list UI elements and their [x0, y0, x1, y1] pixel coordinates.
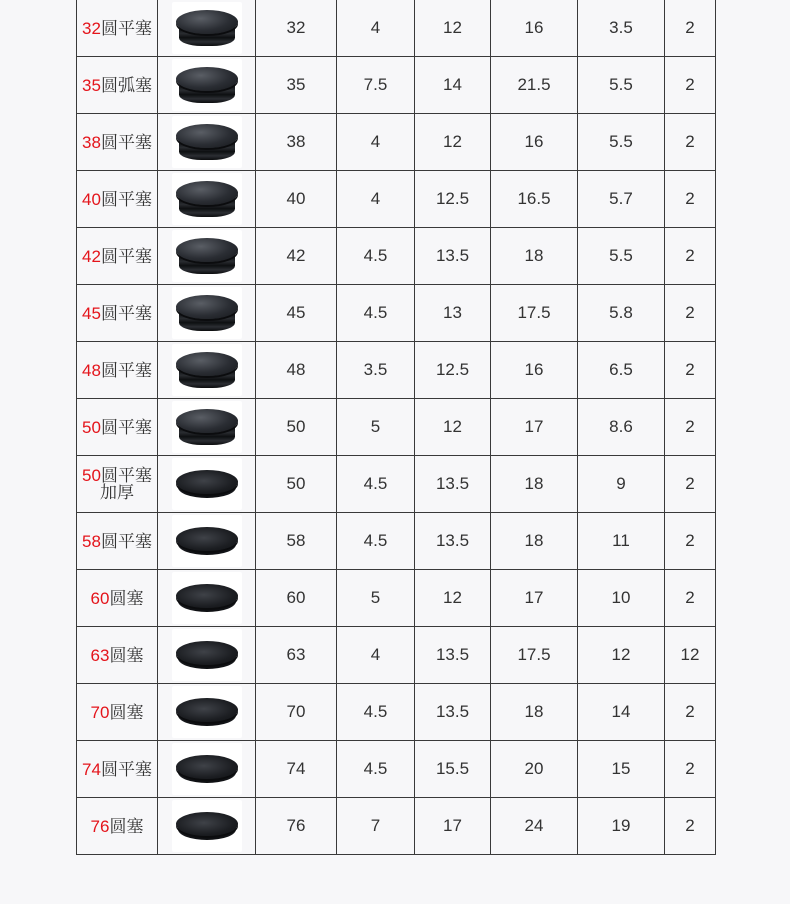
spec-value-col-2: 5	[337, 399, 415, 456]
spec-value-col-4: 16	[491, 0, 578, 57]
round-plastic-plug-icon	[172, 572, 242, 624]
product-image-cell	[158, 171, 256, 228]
model-size: 58	[82, 531, 101, 551]
spec-value-col-3: 12.5	[415, 171, 491, 228]
model-size: 48	[82, 360, 101, 380]
table-row	[77, 0, 716, 57]
model-type: 圆平塞	[100, 531, 152, 551]
product-image-cell	[158, 399, 256, 456]
round-plastic-plug-icon	[172, 230, 242, 282]
spec-value-col-2: 4	[337, 114, 415, 171]
spec-value-col-4: 18	[491, 684, 578, 741]
model-type: 圆平塞	[100, 466, 152, 485]
model-name-cell	[77, 627, 158, 684]
spec-value-col-4: 21.5	[491, 57, 578, 114]
table-row	[77, 684, 716, 741]
table-row	[77, 798, 716, 855]
spec-value-col-6: 2	[665, 342, 716, 399]
spec-value-col-5: 11	[578, 513, 665, 570]
spec-value-col-4: 17.5	[491, 285, 578, 342]
round-plastic-plug-icon	[172, 686, 242, 738]
spec-value-col-1: 60	[256, 570, 337, 627]
spec-value-col-2: 7.5	[337, 57, 415, 114]
spec-value-col-3: 12	[415, 114, 491, 171]
spec-value-col-6: 2	[665, 171, 716, 228]
model-variant: 加厚	[100, 483, 134, 502]
model-type: 圆平塞	[100, 759, 152, 779]
spec-table-body	[77, 0, 716, 855]
spec-value-col-3: 13.5	[415, 228, 491, 285]
round-plastic-plug-icon	[172, 629, 242, 681]
spec-value-col-5: 12	[578, 627, 665, 684]
spec-value-col-6: 2	[665, 285, 716, 342]
spec-value-col-1: 40	[256, 171, 337, 228]
spec-value-col-4: 18	[491, 513, 578, 570]
spec-value-col-2: 7	[337, 798, 415, 855]
spec-value-col-1: 58	[256, 513, 337, 570]
spec-value-col-1: 70	[256, 684, 337, 741]
model-size: 42	[82, 246, 101, 266]
table-row	[77, 171, 716, 228]
model-type: 圆平塞	[100, 189, 152, 209]
spec-value-col-2: 4	[337, 0, 415, 57]
table-row	[77, 228, 716, 285]
spec-value-col-6: 2	[665, 570, 716, 627]
product-image-cell	[158, 228, 256, 285]
table-row	[77, 741, 716, 798]
model-name-cell	[77, 798, 158, 855]
round-plastic-plug-icon	[172, 59, 242, 111]
model-name-cell	[77, 456, 158, 513]
model-name-cell	[77, 114, 158, 171]
model-type: 圆平塞	[100, 18, 152, 38]
product-image-cell	[158, 570, 256, 627]
product-image-cell	[158, 114, 256, 171]
product-image-cell	[158, 513, 256, 570]
table-row	[77, 513, 716, 570]
spec-value-col-1: 35	[256, 57, 337, 114]
spec-value-col-4: 18	[491, 228, 578, 285]
model-size: 70	[90, 702, 110, 722]
spec-value-col-5: 5.5	[578, 228, 665, 285]
spec-table	[76, 0, 716, 855]
spec-value-col-6: 12	[665, 627, 716, 684]
spec-value-col-4: 20	[491, 741, 578, 798]
spec-value-col-4: 17.5	[491, 627, 578, 684]
round-plastic-plug-icon	[172, 515, 242, 567]
spec-value-col-3: 14	[415, 57, 491, 114]
product-image-cell	[158, 684, 256, 741]
spec-value-col-6: 2	[665, 513, 716, 570]
spec-value-col-5: 9	[578, 456, 665, 513]
spec-value-col-2: 4.5	[337, 741, 415, 798]
spec-value-col-6: 2	[665, 456, 716, 513]
spec-value-col-2: 4.5	[337, 456, 415, 513]
spec-value-col-4: 16	[491, 114, 578, 171]
table-row	[77, 342, 716, 399]
spec-value-col-1: 76	[256, 798, 337, 855]
product-image-cell	[158, 798, 256, 855]
spec-value-col-1: 63	[256, 627, 337, 684]
spec-value-col-5: 6.5	[578, 342, 665, 399]
model-name-cell	[77, 741, 158, 798]
spec-value-col-5: 5.7	[578, 171, 665, 228]
spec-value-col-4: 16.5	[491, 171, 578, 228]
model-size: 45	[82, 303, 101, 323]
product-image-cell	[158, 285, 256, 342]
round-plastic-plug-icon	[172, 743, 242, 795]
spec-value-col-3: 12	[415, 570, 491, 627]
spec-value-col-6: 2	[665, 684, 716, 741]
spec-value-col-4: 16	[491, 342, 578, 399]
spec-value-col-2: 4	[337, 627, 415, 684]
model-type: 圆平塞	[100, 246, 152, 266]
spec-value-col-3: 13.5	[415, 513, 491, 570]
spec-value-col-1: 42	[256, 228, 337, 285]
table-row	[77, 570, 716, 627]
spec-value-col-3: 13.5	[415, 456, 491, 513]
product-image-cell	[158, 342, 256, 399]
model-name-cell	[77, 0, 158, 57]
spec-value-col-5: 10	[578, 570, 665, 627]
spec-value-col-3: 13	[415, 285, 491, 342]
model-type: 圆塞	[109, 816, 144, 836]
spec-value-col-2: 4.5	[337, 684, 415, 741]
model-size: 40	[82, 189, 101, 209]
spec-value-col-2: 4.5	[337, 228, 415, 285]
round-plastic-plug-icon	[172, 458, 242, 510]
model-type: 圆弧塞	[100, 75, 152, 95]
spec-value-col-1: 48	[256, 342, 337, 399]
table-row	[77, 456, 716, 513]
round-plastic-plug-icon	[172, 800, 242, 852]
spec-value-col-4: 24	[491, 798, 578, 855]
round-plastic-plug-icon	[172, 2, 242, 54]
spec-value-col-6: 2	[665, 798, 716, 855]
model-size: 76	[90, 816, 110, 836]
model-size: 38	[82, 132, 101, 152]
spec-value-col-1: 50	[256, 399, 337, 456]
spec-value-col-5: 15	[578, 741, 665, 798]
spec-value-col-3: 13.5	[415, 627, 491, 684]
spec-value-col-3: 17	[415, 798, 491, 855]
model-name-cell	[77, 228, 158, 285]
spec-value-col-5: 5.5	[578, 57, 665, 114]
spec-value-col-3: 13.5	[415, 684, 491, 741]
spec-value-col-4: 18	[491, 456, 578, 513]
model-type: 圆平塞	[100, 132, 152, 152]
round-plastic-plug-icon	[172, 287, 242, 339]
product-image-cell	[158, 0, 256, 57]
model-type: 圆塞	[109, 588, 144, 608]
spec-value-col-2: 4	[337, 171, 415, 228]
model-size: 32	[82, 18, 101, 38]
table-row	[77, 285, 716, 342]
model-type: 圆平塞	[100, 417, 152, 437]
spec-value-col-5: 14	[578, 684, 665, 741]
model-type: 圆塞	[109, 645, 144, 665]
spec-value-col-4: 17	[491, 570, 578, 627]
model-size: 35	[82, 75, 101, 95]
round-plastic-plug-icon	[172, 173, 242, 225]
product-image-cell	[158, 627, 256, 684]
spec-value-col-3: 12	[415, 0, 491, 57]
model-name-cell	[77, 684, 158, 741]
model-name-cell	[77, 513, 158, 570]
spec-value-col-5: 3.5	[578, 0, 665, 57]
product-image-cell	[158, 57, 256, 114]
spec-value-col-6: 2	[665, 399, 716, 456]
spec-value-col-2: 4.5	[337, 285, 415, 342]
spec-value-col-1: 74	[256, 741, 337, 798]
spec-value-col-5: 5.5	[578, 114, 665, 171]
spec-value-col-1: 45	[256, 285, 337, 342]
model-size: 50	[82, 466, 101, 485]
spec-value-col-6: 2	[665, 228, 716, 285]
round-plastic-plug-icon	[172, 116, 242, 168]
spec-value-col-1: 32	[256, 0, 337, 57]
model-name-cell	[77, 570, 158, 627]
model-name-cell	[77, 57, 158, 114]
model-type: 圆平塞	[100, 360, 152, 380]
model-size: 63	[90, 645, 110, 665]
spec-value-col-1: 50	[256, 456, 337, 513]
table-row	[77, 114, 716, 171]
round-plastic-plug-icon	[172, 401, 242, 453]
spec-value-col-6: 2	[665, 57, 716, 114]
spec-value-col-2: 4.5	[337, 513, 415, 570]
spec-value-col-2: 5	[337, 570, 415, 627]
model-size: 60	[90, 588, 110, 608]
table-row	[77, 627, 716, 684]
spec-value-col-5: 5.8	[578, 285, 665, 342]
model-size: 50	[82, 417, 101, 437]
spec-value-col-6: 2	[665, 114, 716, 171]
model-name-cell	[77, 171, 158, 228]
spec-value-col-4: 17	[491, 399, 578, 456]
model-size: 74	[82, 759, 101, 779]
spec-value-col-1: 38	[256, 114, 337, 171]
spec-value-col-3: 12	[415, 399, 491, 456]
spec-value-col-5: 19	[578, 798, 665, 855]
model-name-cell	[77, 399, 158, 456]
model-name-cell	[77, 342, 158, 399]
spec-value-col-6: 2	[665, 741, 716, 798]
table-row	[77, 57, 716, 114]
model-name-cell	[77, 285, 158, 342]
spec-value-col-3: 12.5	[415, 342, 491, 399]
product-image-cell	[158, 456, 256, 513]
table-row	[77, 399, 716, 456]
spec-value-col-6: 2	[665, 0, 716, 57]
product-image-cell	[158, 741, 256, 798]
round-plastic-plug-icon	[172, 344, 242, 396]
model-type: 圆平塞	[100, 303, 152, 323]
model-type: 圆塞	[109, 702, 144, 722]
spec-value-col-5: 8.6	[578, 399, 665, 456]
spec-value-col-2: 3.5	[337, 342, 415, 399]
spec-value-col-3: 15.5	[415, 741, 491, 798]
